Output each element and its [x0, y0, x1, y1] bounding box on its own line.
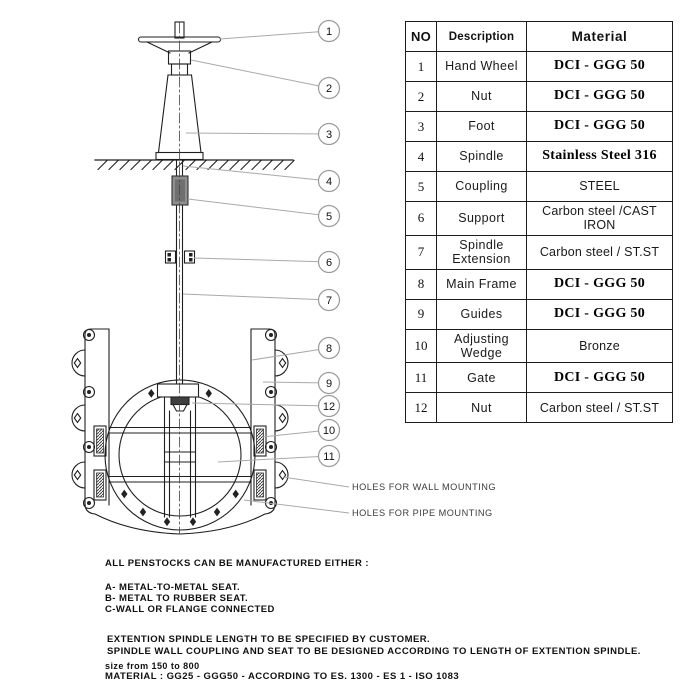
callout-4 [319, 171, 340, 192]
cell-description: Adjusting Wedge [437, 329, 527, 363]
table-row [406, 363, 673, 393]
table-row [406, 202, 673, 236]
cell-description: Support [437, 202, 527, 236]
callout-5 [319, 206, 340, 227]
cell-material: Stainless Steel 316 [527, 142, 673, 172]
cell-no: 8 [406, 269, 437, 299]
callout-number: 5 [325, 210, 333, 223]
callout-number: 1 [325, 25, 333, 38]
cell-no: 1 [406, 52, 437, 82]
header-no: NO [406, 22, 437, 52]
note-size-range: size from 150 to 800 [105, 661, 200, 671]
note-extension-2: SPINDLE WALL COUPLING AND SEAT TO BE DESIGNED ACCORDING TO LENGTH OF EXTENTION SPINDLE. [107, 645, 641, 657]
cell-description: Spindle Extension [437, 235, 527, 269]
cell-description: Hand Wheel [437, 52, 527, 82]
table-row [406, 393, 673, 423]
callout-3 [319, 124, 340, 145]
callout-number: 12 [322, 400, 336, 413]
notes-options [105, 583, 275, 616]
callout-12 [319, 396, 340, 417]
callout-number: 3 [325, 128, 333, 141]
cell-description: Guides [437, 299, 527, 329]
cell-material: Bronze [527, 329, 673, 363]
callout-number: 10 [322, 424, 336, 437]
table-row [406, 52, 673, 82]
table-row [406, 329, 673, 363]
callout-9 [319, 373, 340, 394]
callout-number: 9 [325, 377, 333, 390]
cell-description: Gate [437, 363, 527, 393]
table-row [406, 172, 673, 202]
cell-no: 2 [406, 82, 437, 112]
callout-number: 11 [323, 450, 335, 463]
parts-table [405, 21, 673, 423]
coupling-drawing [172, 176, 188, 205]
cell-no: 7 [406, 235, 437, 269]
cell-material: DCI - GGG 50 [527, 299, 673, 329]
callout-2 [319, 78, 340, 99]
cell-no: 12 [406, 393, 437, 423]
cell-no: 10 [406, 329, 437, 363]
support-bracket-drawing [166, 251, 195, 263]
cell-no: 9 [406, 299, 437, 329]
cell-description: Coupling [437, 172, 527, 202]
cell-material: Carbon steel / ST.ST [527, 235, 673, 269]
callout-1 [319, 21, 340, 42]
note-option-b: B- METAL TO RUBBER SEAT. [105, 592, 249, 604]
note-option-c: C-WALL OR FLANGE CONNECTED [105, 603, 275, 615]
cell-description: Nut [437, 393, 527, 423]
table-row [406, 269, 673, 299]
cell-material: DCI - GGG 50 [527, 52, 673, 82]
callout-6 [319, 252, 340, 273]
table-row [406, 142, 673, 172]
gate-drawing [158, 384, 199, 517]
table-row [406, 82, 673, 112]
cell-description: Spindle [437, 142, 527, 172]
cell-material: DCI - GGG 50 [527, 363, 673, 393]
header-material: Material [527, 22, 673, 52]
wall-mounting-label: HOLES FOR WALL MOUNTING [352, 482, 497, 492]
notes-extension [107, 634, 641, 657]
table-row [406, 235, 673, 269]
cell-description: Foot [437, 112, 527, 142]
cell-material: DCI - GGG 50 [527, 269, 673, 299]
ground-line [95, 160, 294, 170]
cell-material: STEEL [527, 172, 673, 202]
cell-no: 5 [406, 172, 437, 202]
table-row [406, 112, 673, 142]
parts-table-header-row [406, 22, 673, 52]
cell-no: 4 [406, 142, 437, 172]
cell-no: 6 [406, 202, 437, 236]
callout-7 [319, 290, 340, 311]
callout-number: 7 [325, 294, 333, 307]
note-extension-1: EXTENTION SPINDLE LENGTH TO BE SPECIFIED BY CUSTOMER. [107, 634, 431, 645]
note-material-standard: MATERIAL : GG25 - GGG50 - ACCORDING TO ES. 1300 - ES 1 - ISO 1083 [105, 671, 460, 682]
cell-no: 3 [406, 112, 437, 142]
cell-material: DCI - GGG 50 [527, 112, 673, 142]
callout-10 [319, 420, 340, 441]
callout-number: 6 [325, 256, 333, 269]
callout-number: 8 [325, 342, 333, 355]
cell-description: Nut [437, 82, 527, 112]
header-description: Description [437, 22, 527, 52]
callout-number: 2 [325, 82, 333, 95]
cell-material: DCI - GGG 50 [527, 82, 673, 112]
callout-8 [319, 338, 340, 359]
leader-lines [183, 31, 329, 462]
pipe-mounting-label: HOLES FOR PIPE MOUNTING [352, 508, 493, 518]
cell-material: Carbon steel /CAST IRON [527, 202, 673, 236]
cell-no: 11 [406, 363, 437, 393]
table-row [406, 299, 673, 329]
note-option-a: A- METAL-TO-METAL SEAT. [105, 582, 241, 593]
callout-balloons [319, 21, 340, 467]
cell-description: Main Frame [437, 269, 527, 299]
callout-number: 4 [325, 175, 333, 188]
callout-11 [319, 446, 340, 467]
notes-heading: ALL PENSTOCKS CAN BE MANUFACTURED EITHER : [105, 558, 369, 569]
cell-material: Carbon steel / ST.ST [527, 393, 673, 423]
